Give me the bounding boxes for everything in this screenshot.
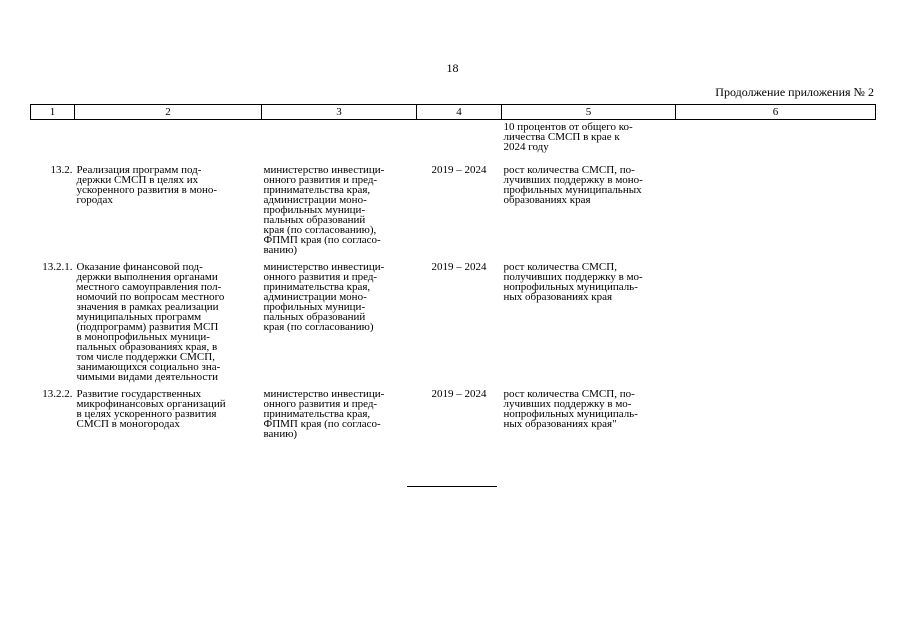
- page-number: 18: [446, 61, 459, 75]
- expected-result: рост количества СМСП, по- лучивших поддержку в моно- профильных муниципальных образованиях края: [503, 164, 643, 206]
- table-row: [31, 165, 876, 262]
- carryover-result: 10 процентов от общего ко- личества СМСП в крае к 2024 году: [503, 121, 633, 153]
- column-header: 1: [31, 105, 75, 120]
- executor: министерство инвестици- онного развития и пред- принимательства края, администрации моно- профильных муници- пальных образований края (по согласованию), ФПМП края (по согласо- ванию): [263, 164, 385, 256]
- period: 2019 – 2024: [431, 388, 487, 400]
- end-rule: [407, 486, 497, 487]
- column-header: 5: [502, 105, 676, 120]
- notes: [676, 165, 876, 262]
- executor: министерство инвестици- онного развития и пред- принимательства края, администрации моно- профильных муници- пальных образований края (по согласованию): [263, 261, 385, 333]
- notes: [676, 389, 876, 446]
- notes: [676, 262, 876, 389]
- period: 2019 – 2024: [431, 164, 487, 176]
- row-number: 13.2.: [50, 164, 73, 176]
- period: 2019 – 2024: [431, 261, 487, 273]
- column-header: 3: [262, 105, 417, 120]
- executor: министерство инвестици- онного развития и пред- принимательства края, ФПМП края (по согласо- ванию): [263, 388, 385, 440]
- table-header-row: [31, 105, 876, 120]
- column-header: 4: [417, 105, 502, 120]
- column-header: 2: [75, 105, 262, 120]
- measure-name: Реализация программ под- держки СМСП в целях их ускоренного развития в моно- городах: [76, 164, 218, 206]
- table-row: [31, 389, 876, 446]
- measures-table: [30, 104, 876, 446]
- measure-name: Развитие государственных микрофинансовых организаций в целях ускоренного развития СМСП в моногородах: [76, 388, 226, 430]
- table-row: [31, 262, 876, 389]
- row-number: 13.2.2.: [42, 388, 73, 400]
- appendix-continuation-label: Продолжение приложения № 2: [715, 85, 874, 99]
- measure-name: Оказание финансовой под- держки выполнения органами местного самоуправления пол- номочий по вопросам местного значения в рамках реализации муниципальных программ (подпрограмм) развития МСП в монопрофильных муници- пальных образованиях края, в том числе поддержки СМСП, занимающихся социально зна- чимыми видами деятельности: [76, 261, 225, 383]
- column-header: 6: [676, 105, 876, 120]
- carryover-row: [31, 120, 876, 166]
- expected-result: рост количества СМСП, получивших поддержку в мо- нопрофильных муниципаль- ных образованиях края: [503, 261, 643, 303]
- row-number: 13.2.1.: [42, 261, 73, 273]
- expected-result: рост количества СМСП, по- лучивших поддержку в мо- нопрофильных муниципаль- ных образованиях края": [503, 388, 638, 430]
